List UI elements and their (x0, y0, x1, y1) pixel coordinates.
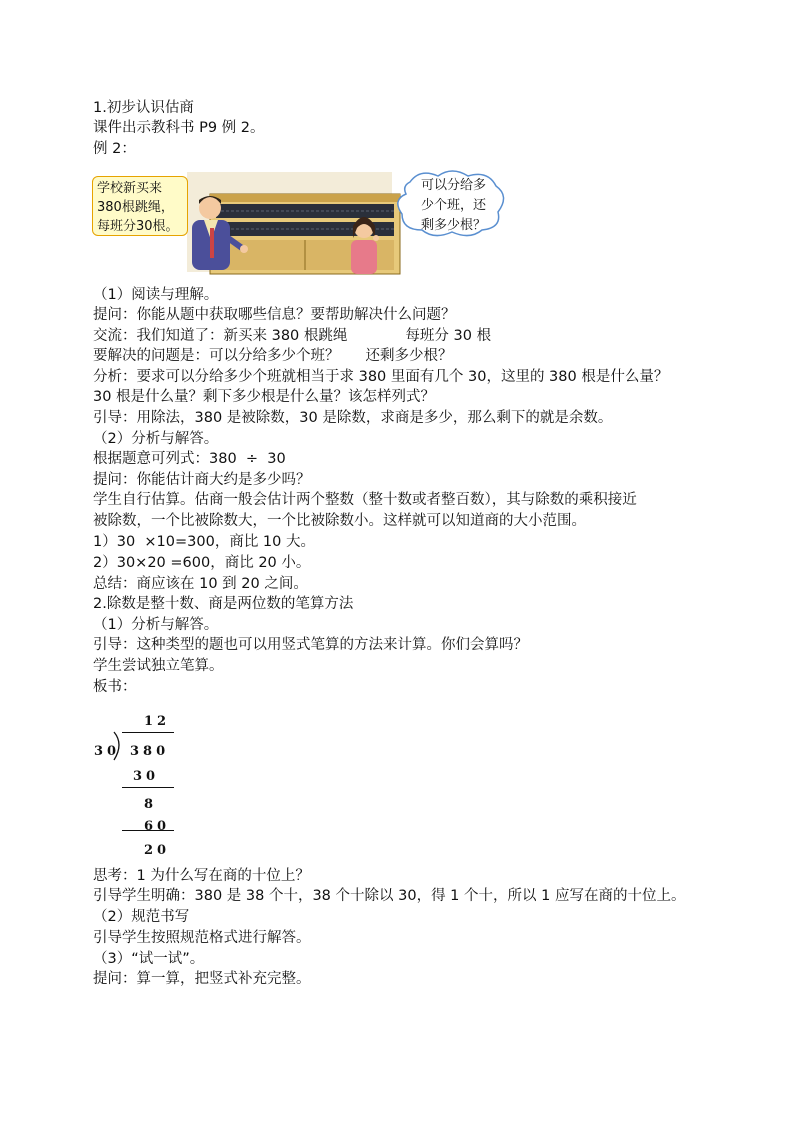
text-line: 引导学生按照规范格式进行解答。 (93, 930, 311, 946)
text-line: （1）阅读与理解。 (93, 287, 219, 303)
text-line: （2）分析与解答。 (93, 431, 219, 447)
bubble-text: 少个班，还 (420, 198, 486, 213)
text-line: 总结：商应该在 10 到 20 之间。 (93, 576, 308, 592)
girl-thought-text (406, 176, 501, 236)
dividend: 380 (130, 744, 170, 759)
text-line: 提问：你能估计商大约是多少吗？ (93, 472, 311, 488)
text-line: 学生自行估算。估商一般会估计两个整数（整十数或者整百数），其与除数的乘积接近 (93, 492, 637, 508)
text-line (93, 346, 453, 366)
divisor: 30 (94, 744, 121, 759)
bubble-text: 可以分给多 (420, 178, 486, 193)
text-line: （1）分析与解答。 (93, 617, 219, 633)
text-segment: 还剩多少根？ (365, 348, 453, 364)
section-heading-2: 2.除数是整十数、商是两位数的笔算方法 (93, 596, 354, 612)
teacher-speech-bubble (92, 176, 188, 236)
text-line: 引导学生明确：380 是 38 个十，38 个十除以 30，得 1 个十，所以 1 应写在商的十位上。 (93, 888, 686, 904)
division-bar (122, 732, 174, 733)
quotient: 12 (144, 714, 171, 729)
example-illustration (92, 168, 512, 276)
text-line: 分析：要求可以分给多少个班就相当于求 380 里面有几个 30，这里的 380 根是什么量？ (93, 369, 669, 385)
text-line: 2）30×20 =600，商比 20 小。 (93, 555, 311, 571)
text-line: 被除数，一个比被除数大，一个比被除数小。这样就可以知道商的大小范围。 (93, 513, 586, 529)
text-line: 30 根是什么量？剩下多少根是什么量？该怎样列式？ (93, 389, 436, 405)
bubble-text: 每班分30根。 (97, 219, 179, 234)
section-heading-1: 1.初步认识估商 (93, 100, 194, 116)
partial-remainder: 8 (144, 797, 158, 812)
bubble-text: 380根跳绳， (97, 200, 174, 215)
text-line: 提问：你能从题中获取哪些信息？要帮助解决什么问题？ (93, 307, 456, 323)
text-line: 学生尝试独立笔算。 (93, 658, 224, 674)
example-label: 例 2： (93, 141, 136, 157)
text-line: 引导：用除法，380 是被除数，30 是除数，求商是多少，那么剩下的就是余数。 (93, 410, 613, 426)
text-line: 思考：1 为什么写在商的十位上？ (93, 868, 310, 884)
partial-product: 30 (133, 769, 160, 784)
text-line: 引导：这种类型的题也可以用竖式笔算的方法来计算。你们会算吗？ (93, 637, 528, 653)
partial-product: 60 (144, 819, 171, 834)
text-line: 提问：算一算，把竖式补充完整。 (93, 971, 311, 987)
text-segment: 要解决的问题是：可以分给多少个班？ (93, 348, 340, 364)
remainder-line: 20 (144, 843, 171, 858)
text-line: （2）规范书写 (93, 909, 190, 925)
text-line: （3）“试一试”。 (93, 951, 205, 967)
text-line: 根据题意可列式：380 ÷ 30 (93, 451, 286, 467)
text-segment: 交流：我们知道了：新买来 380 根跳绳 (93, 328, 348, 344)
bubble-text: 学校新买来 (97, 181, 163, 196)
text-line: 板书： (93, 679, 137, 695)
text-line (93, 326, 491, 346)
text-line: 课件出示教科书 P9 例 2。 (93, 120, 265, 136)
text-segment: 每班分 30 根 (405, 328, 492, 344)
division-line (122, 830, 174, 831)
division-line (122, 787, 174, 788)
bubble-text: 剩多少根？ (420, 218, 486, 233)
text-line: 1）30 ×10=300，商比 10 大。 (93, 534, 315, 550)
